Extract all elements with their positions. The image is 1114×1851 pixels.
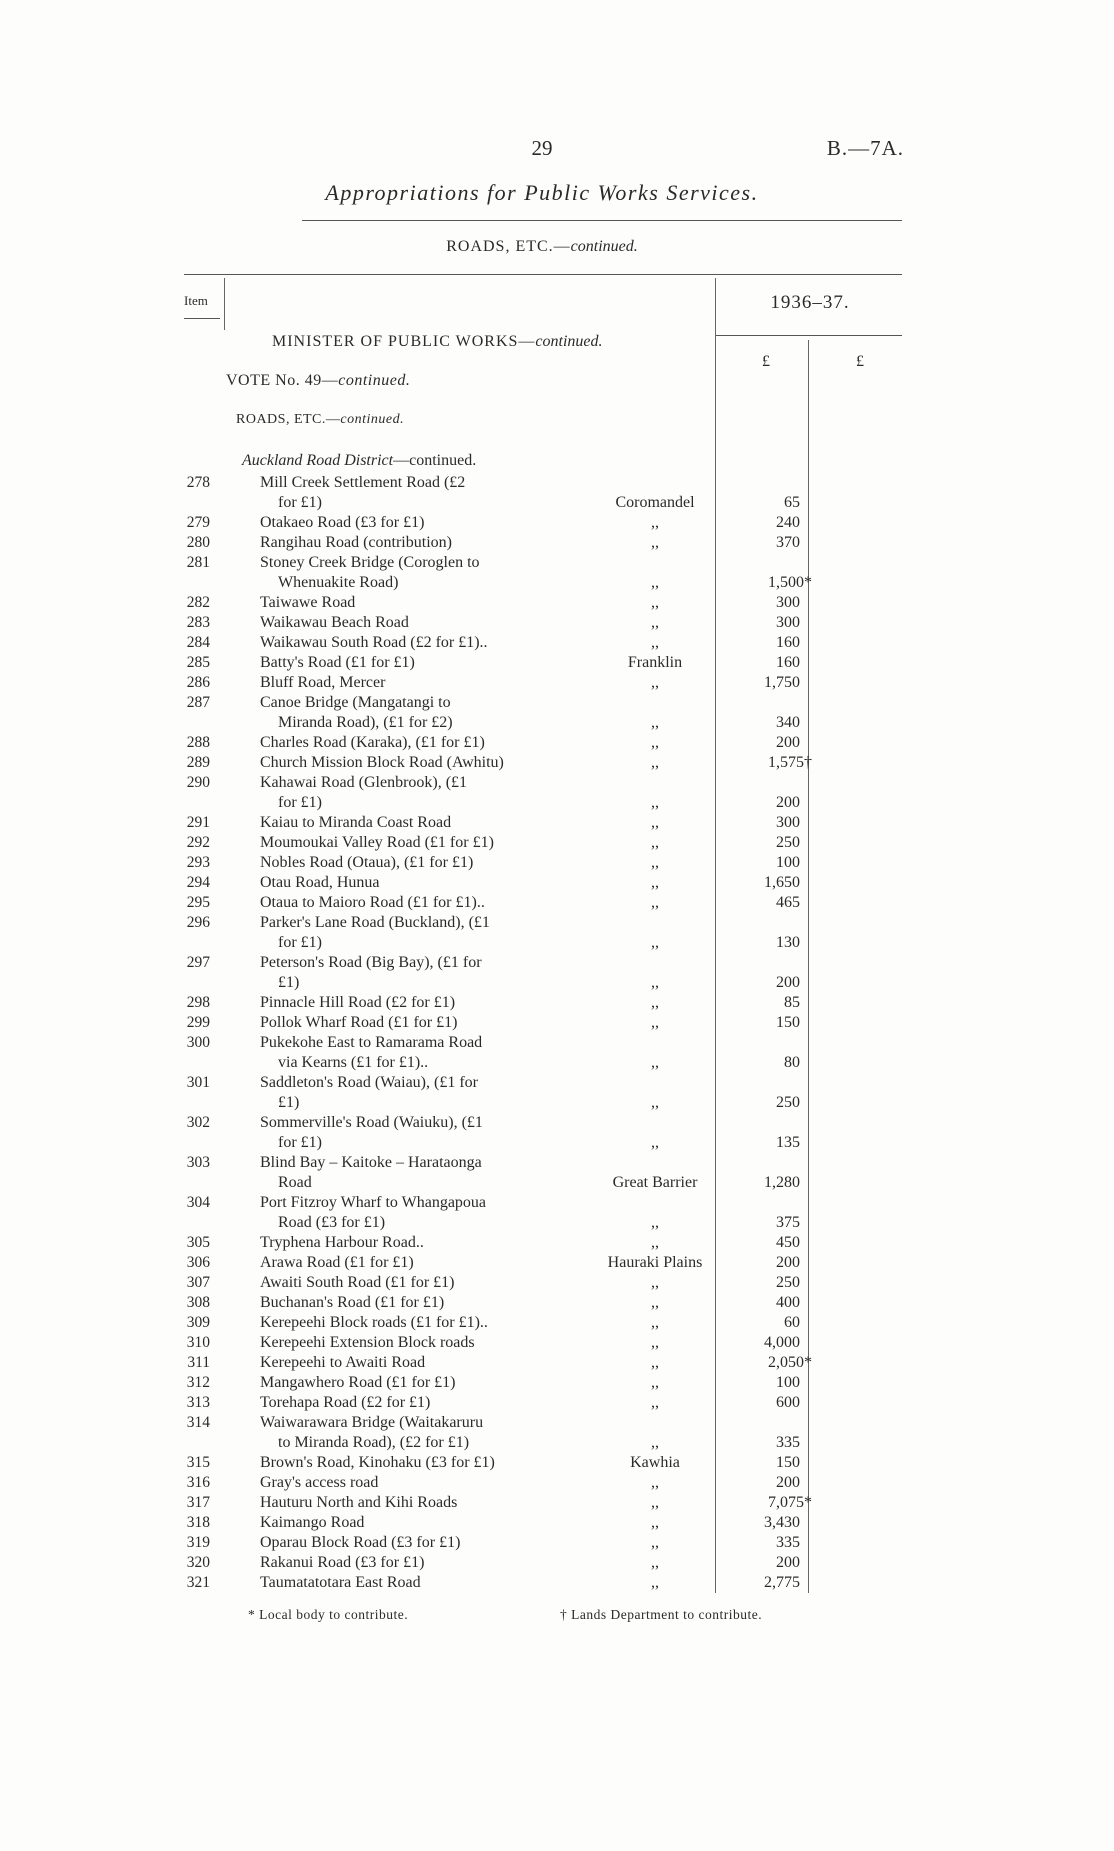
item-description: £1): [278, 974, 300, 991]
item-description: Road: [278, 1174, 312, 1191]
item-number: 312: [186, 1374, 210, 1391]
pound-column-header-total: £: [856, 353, 864, 370]
item-description: Buchanan's Road (£1 for £1): [260, 1294, 445, 1311]
amount: 1,750: [764, 674, 800, 691]
pound-column-header: £: [762, 353, 770, 370]
item-number: 282: [186, 594, 210, 611]
district-heading-continued: —continued.: [393, 452, 477, 469]
item-description: Arawa Road (£1 for £1): [260, 1254, 414, 1271]
item-number: 308: [186, 1294, 210, 1311]
electorate: ,,: [651, 674, 659, 691]
item-number: 306: [186, 1254, 210, 1271]
item-number: 283: [186, 614, 210, 631]
electorate: ,,: [651, 1474, 659, 1491]
item-number: 297: [186, 954, 210, 971]
electorate: ,,: [651, 1494, 659, 1511]
electorate: Coromandel: [615, 494, 695, 511]
item-description: Canoe Bridge (Mangatangi to: [260, 694, 451, 711]
amount: 200: [776, 1254, 800, 1271]
district-heading: [242, 452, 476, 470]
district-heading-text: Auckland Road District: [242, 452, 394, 469]
electorate: ,,: [651, 894, 659, 911]
item-description: Brown's Road, Kinohaku (£3 for £1): [260, 1454, 495, 1471]
electorate: ,,: [651, 754, 659, 771]
item-description: Waiwarawara Bridge (Waitakaruru: [260, 1414, 484, 1431]
electorate: ,,: [651, 974, 659, 991]
electorate: ,,: [651, 1214, 659, 1231]
item-description: Rakanui Road (£3 for £1): [260, 1554, 425, 1571]
item-description: Peterson's Road (Big Bay), (£1 for: [260, 954, 482, 971]
item-number: 304: [186, 1194, 210, 1211]
electorate: ,,: [651, 1314, 659, 1331]
page-number: 29: [531, 136, 553, 160]
amount: 1,650: [764, 874, 800, 891]
item-number: 301: [186, 1074, 210, 1091]
minister-heading-continued: continued.: [535, 333, 603, 350]
item-number: 311: [187, 1354, 210, 1371]
electorate: ,,: [651, 514, 659, 531]
amount: 300: [776, 614, 800, 631]
amount: 200: [776, 1554, 800, 1571]
electorate: ,,: [651, 634, 659, 651]
section-title-continued: continued.: [570, 238, 638, 255]
item-description: Tryphena Harbour Road..: [260, 1234, 424, 1251]
electorate: ,,: [651, 714, 659, 731]
item-description: Moumoukai Valley Road (£1 for £1): [260, 834, 494, 851]
item-number: 293: [186, 854, 210, 871]
item-description: Waikawau Beach Road: [260, 614, 409, 631]
item-number: 291: [186, 814, 210, 831]
item-description: Kerepeehi to Awaiti Road: [260, 1354, 426, 1371]
item-description: for £1): [278, 494, 322, 511]
amount: 1,280: [764, 1174, 800, 1191]
vote-heading-text: VOTE No. 49—: [226, 372, 339, 389]
roads-subheading-text: ROADS, ETC.—: [236, 412, 341, 427]
amount-column-divider: [808, 340, 809, 1593]
item-number: 281: [186, 554, 210, 571]
item-description: Mangawhero Road (£1 for £1): [260, 1374, 456, 1391]
item-column-header: Item: [184, 293, 208, 308]
electorate: Great Barrier: [612, 1174, 698, 1191]
item-description: Waikawau South Road (£2 for £1)..: [260, 634, 488, 651]
item-number: 305: [186, 1234, 210, 1251]
electorate: Franklin: [627, 654, 683, 671]
item-number: 316: [186, 1474, 210, 1491]
item-number: 298: [186, 994, 210, 1011]
item-description: Kerepeehi Block roads (£1 for £1)..: [260, 1314, 488, 1331]
item-number: 309: [186, 1314, 210, 1331]
amount: 85: [784, 994, 800, 1011]
item-number: 300: [186, 1034, 210, 1051]
electorate: ,,: [651, 1394, 659, 1411]
item-number: 279: [186, 514, 210, 531]
amount: 160: [776, 634, 800, 651]
amount: 1,575†: [768, 754, 812, 771]
item-description: Taiwawe Road: [260, 594, 356, 611]
amount: 370: [776, 534, 800, 551]
item-number: 321: [186, 1574, 210, 1591]
electorate: ,,: [651, 534, 659, 551]
item-description: Torehapa Road (£2 for £1): [260, 1394, 431, 1411]
item-number: 285: [186, 654, 210, 671]
item-description: Sommerville's Road (Waiuku), (£1: [260, 1114, 483, 1131]
electorate: ,,: [651, 594, 659, 611]
amount: 335: [776, 1434, 800, 1451]
item-description: Otakaeo Road (£3 for £1): [260, 514, 425, 531]
amount: 160: [776, 654, 800, 671]
minister-heading-text: MINISTER OF PUBLIC WORKS—: [272, 333, 536, 350]
footnote-local-body: * Local body to contribute.: [248, 1607, 409, 1622]
footnote-lands-department: † Lands Department to contribute.: [560, 1607, 763, 1622]
item-number: 315: [186, 1454, 210, 1471]
item-description: Port Fitzroy Wharf to Whangapoua: [260, 1194, 487, 1211]
amount: 250: [776, 1274, 800, 1291]
amount: 400: [776, 1294, 800, 1311]
year-column-header: 1936–37.: [770, 292, 850, 313]
amount: 200: [776, 734, 800, 751]
item-number: 278: [186, 474, 210, 491]
item-number: 288: [186, 734, 210, 751]
item-description: Otaua to Maioro Road (£1 for £1)..: [260, 894, 485, 911]
electorate: ,,: [651, 1094, 659, 1111]
amount: 100: [776, 854, 800, 871]
item-description: via Kearns (£1 for £1)..: [278, 1054, 429, 1071]
amount: 65: [784, 494, 800, 511]
item-description: Mill Creek Settlement Road (£2: [260, 474, 466, 491]
electorate: ,,: [651, 1234, 659, 1251]
electorate: ,,: [651, 874, 659, 891]
item-number: 289: [186, 754, 210, 771]
item-description: Taumatatotara East Road: [260, 1574, 421, 1591]
electorate: ,,: [651, 1574, 659, 1591]
item-description: Awaiti South Road (£1 for £1): [260, 1274, 455, 1291]
electorate: ,,: [651, 1294, 659, 1311]
year-header-rule: [715, 335, 902, 336]
electorate: ,,: [651, 1274, 659, 1291]
amount: 340: [776, 714, 800, 731]
electorate: ,,: [651, 1514, 659, 1531]
electorate: ,,: [651, 1374, 659, 1391]
electorate: ,,: [651, 1054, 659, 1071]
amount: 2,050*: [768, 1354, 812, 1371]
item-description: Road (£3 for £1): [278, 1214, 386, 1231]
item-number: 292: [186, 834, 210, 851]
item-number: 317: [186, 1494, 210, 1511]
item-description: Otau Road, Hunua: [260, 874, 380, 891]
item-description: Whenuakite Road): [278, 574, 399, 591]
item-description: Gray's access road: [260, 1474, 379, 1491]
item-description: to Miranda Road), (£2 for £1): [278, 1434, 470, 1451]
electorate: ,,: [651, 1334, 659, 1351]
electorate: ,,: [651, 834, 659, 851]
amount: 200: [776, 974, 800, 991]
amount: 465: [776, 894, 800, 911]
item-description: Batty's Road (£1 for £1): [260, 654, 415, 671]
item-number: 310: [186, 1334, 210, 1351]
amount: 60: [784, 1314, 800, 1331]
item-description: Blind Bay – Kaitoke – Harataonga: [260, 1154, 482, 1171]
item-number: 318: [186, 1514, 210, 1531]
amount: 100: [776, 1374, 800, 1391]
vote-heading: [226, 372, 410, 390]
amount: 335: [776, 1534, 800, 1551]
item-description: Parker's Lane Road (Buckland), (£1: [260, 914, 490, 931]
item-number: 290: [186, 774, 210, 791]
roads-subheading: [236, 412, 404, 428]
amount: 80: [784, 1054, 800, 1071]
item-description: Nobles Road (Otaua), (£1 for £1): [260, 854, 474, 871]
electorate: ,,: [651, 614, 659, 631]
amount: 375: [776, 1214, 800, 1231]
amount: 135: [776, 1134, 800, 1151]
electorate: ,,: [651, 1134, 659, 1151]
item-description: £1): [278, 1094, 300, 1111]
item-description: Charles Road (Karaka), (£1 for £1): [260, 734, 485, 751]
electorate: Hauraki Plains: [607, 1254, 703, 1271]
item-description: Bluff Road, Mercer: [260, 674, 386, 691]
electorate: ,,: [651, 574, 659, 591]
item-description: Church Mission Block Road (Awhitu): [260, 754, 504, 771]
amount: 3,430: [764, 1514, 800, 1531]
item-description: Kahawai Road (Glenbrook), (£1: [260, 774, 468, 791]
table-top-rule: [184, 274, 902, 275]
item-number: 313: [186, 1394, 210, 1411]
item-description: Pinnacle Hill Road (£2 for £1): [260, 994, 456, 1011]
electorate: ,,: [651, 854, 659, 871]
item-number: 307: [186, 1274, 210, 1291]
item-description: for £1): [278, 934, 322, 951]
item-number: 280: [186, 534, 210, 551]
page-title: Appropriations for Public Works Services.: [325, 180, 759, 205]
item-number: 319: [186, 1534, 210, 1551]
amount: 600: [776, 1394, 800, 1411]
item-description: for £1): [278, 1134, 322, 1151]
item-description: Kaimango Road: [260, 1514, 365, 1531]
item-description: Kerepeehi Extension Block roads: [260, 1334, 475, 1351]
amount: 150: [776, 1014, 800, 1031]
item-description: Kaiau to Miranda Coast Road: [260, 814, 452, 831]
title-rule: [302, 220, 902, 221]
amount: 200: [776, 794, 800, 811]
item-number: 296: [186, 914, 210, 931]
roads-subheading-continued: continued.: [340, 412, 405, 427]
item-number: 287: [186, 694, 210, 711]
item-description: Miranda Road), (£1 for £2): [278, 714, 453, 731]
amount: 7,075*: [768, 1494, 812, 1511]
amount: 240: [776, 514, 800, 531]
item-number: 284: [186, 634, 210, 651]
item-description: Rangihau Road (contribution): [260, 534, 452, 551]
electorate: ,,: [651, 734, 659, 751]
amount: 200: [776, 1474, 800, 1491]
vote-heading-continued: continued.: [338, 372, 411, 389]
item-number: 314: [186, 1414, 210, 1431]
item-description: Pukekohe East to Ramarama Road: [260, 1034, 483, 1051]
amount: 250: [776, 834, 800, 851]
item-header-rule: [184, 318, 220, 319]
electorate: ,,: [651, 934, 659, 951]
item-number: 303: [186, 1154, 210, 1171]
electorate: ,,: [651, 814, 659, 831]
electorate: ,,: [651, 1354, 659, 1371]
electorate: ,,: [651, 794, 659, 811]
minister-heading: [272, 333, 603, 351]
amount: 150: [776, 1454, 800, 1471]
item-description: Saddleton's Road (Waiau), (£1 for: [260, 1074, 478, 1091]
electorate: ,,: [651, 1434, 659, 1451]
item-description: Oparau Block Road (£3 for £1): [260, 1534, 461, 1551]
electorate: Kawhia: [630, 1454, 680, 1471]
amount: 2,775: [764, 1574, 800, 1591]
item-description: Stoney Creek Bridge (Coroglen to: [260, 554, 480, 571]
amount: 450: [776, 1234, 800, 1251]
electorate: ,,: [651, 1534, 659, 1551]
electorate: ,,: [651, 994, 659, 1011]
section-title-main: ROADS, ETC.—: [446, 238, 571, 255]
item-number: 295: [186, 894, 210, 911]
amount: 130: [776, 934, 800, 951]
item-column-divider: [224, 278, 225, 330]
electorate: ,,: [651, 1014, 659, 1031]
item-number: 299: [186, 1014, 210, 1031]
amount: 300: [776, 814, 800, 831]
amount: 4,000: [764, 1334, 800, 1351]
document-reference: B.—7A.: [826, 136, 904, 160]
item-number: 294: [186, 874, 210, 891]
amount: 250: [776, 1094, 800, 1111]
item-description: Pollok Wharf Road (£1 for £1): [260, 1014, 458, 1031]
item-description: Hauturu North and Kihi Roads: [260, 1494, 458, 1511]
section-title: [0, 238, 1084, 256]
item-number: 286: [186, 674, 210, 691]
item-number: 302: [186, 1114, 210, 1131]
amount: 1,500*: [768, 574, 812, 591]
electorate: ,,: [651, 1554, 659, 1571]
item-number: 320: [186, 1554, 210, 1571]
item-description: for £1): [278, 794, 322, 811]
amount: 300: [776, 594, 800, 611]
